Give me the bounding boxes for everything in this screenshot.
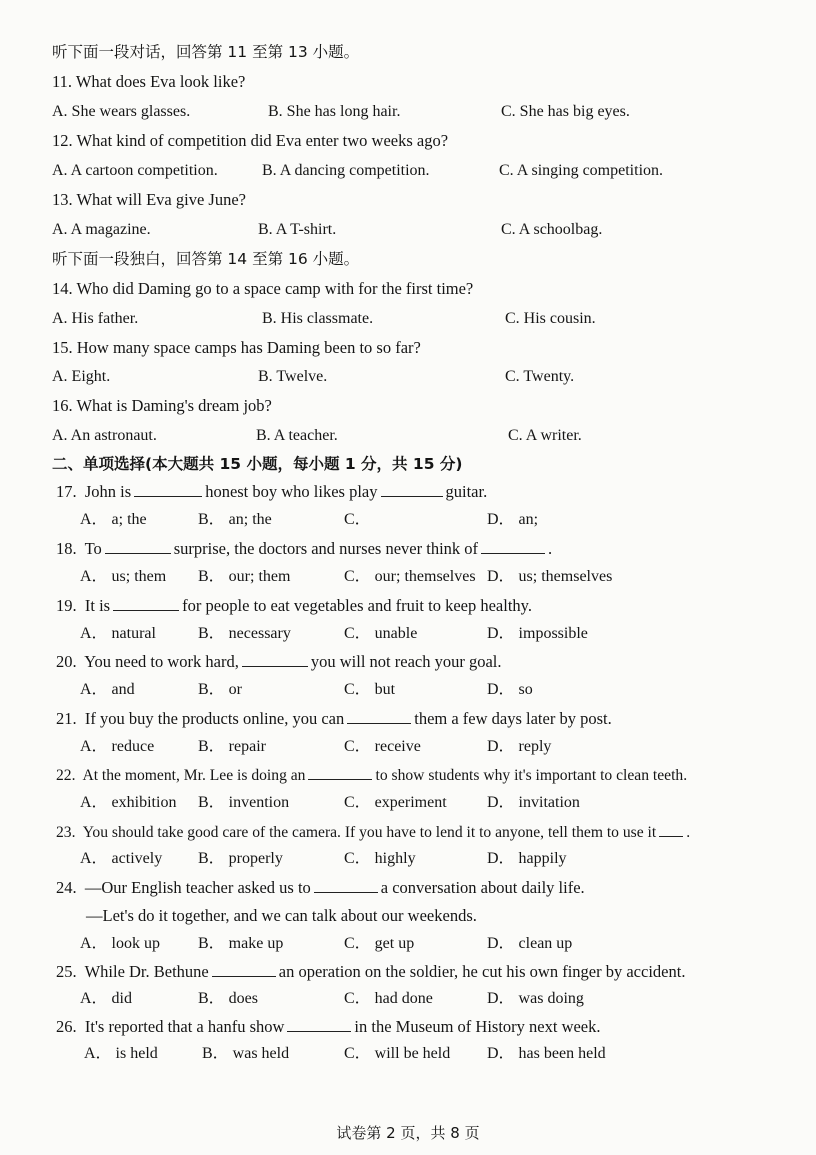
option-d: D． so <box>487 681 533 698</box>
question-text: a conversation about daily life. <box>380 878 585 897</box>
option-b: B． our; them <box>198 568 291 585</box>
question-number: 20. <box>56 652 77 671</box>
question-text: While Dr. Bethune <box>84 962 209 981</box>
question-11 <box>52 72 245 92</box>
page-footer: 试卷第 2 页，共 8 页 <box>336 1124 480 1142</box>
answer-blank <box>105 539 171 554</box>
option-a: A. A magazine. <box>52 221 151 238</box>
question-text: guitar. <box>445 482 488 501</box>
option-a: A. A cartoon competition. <box>52 162 218 179</box>
answer-blank <box>381 482 443 497</box>
question-text: What does Eva look like? <box>75 72 246 91</box>
question-19 <box>56 596 532 616</box>
option-a: A. She wears glasses. <box>52 103 191 120</box>
question-17 <box>56 482 487 502</box>
question-text: Who did Daming go to a space camp with for the first time? <box>76 279 474 298</box>
question-number: 17. <box>56 482 77 501</box>
option-c: C. A writer. <box>508 427 582 444</box>
option-d: D． invitation <box>487 794 580 811</box>
question-text: You should take good care of the camera. If you have to lend it to anyone, tell them to use it <box>82 824 657 841</box>
question-number: 13. <box>52 190 73 209</box>
option-c: C． had done <box>344 990 433 1007</box>
option-b: B. His classmate. <box>262 310 374 327</box>
question-text: You need to work hard, <box>84 652 239 671</box>
question-24 <box>56 878 585 898</box>
option-a: A． and <box>80 681 135 698</box>
question-text: . <box>686 824 691 841</box>
option-b: B. A T-shirt. <box>258 221 337 238</box>
option-c: C． highly <box>344 850 416 867</box>
option-a: A． did <box>80 990 133 1007</box>
answer-blank <box>481 539 545 554</box>
option-c: C. Twenty. <box>505 368 575 385</box>
question-text: honest boy who likes play <box>205 482 378 501</box>
option-a: A． us; them <box>80 568 167 585</box>
option-b: B． or <box>198 681 243 698</box>
question-15 <box>52 338 421 358</box>
option-c: C． <box>344 511 371 528</box>
option-d: D． was doing <box>487 990 584 1007</box>
question-text: To <box>84 539 102 558</box>
option-c: C． but <box>344 681 396 698</box>
question-text: an operation on the soldier, he cut his own finger by accident. <box>278 962 686 981</box>
question-number: 26. <box>56 1017 77 1036</box>
option-b: B. A teacher. <box>256 427 338 444</box>
answer-blank <box>242 652 308 667</box>
question-22 <box>56 765 687 786</box>
option-c: C． get up <box>344 935 415 952</box>
question-21 <box>56 709 612 729</box>
answer-blank <box>659 822 683 837</box>
option-a: A. His father. <box>52 310 139 327</box>
question-number: 19. <box>56 596 77 615</box>
option-b: B. She has long hair. <box>268 103 401 120</box>
section-heading-listening-2: 听下面一段独白，回答第 14 至第 16 小题。 <box>52 250 360 268</box>
question-text: surprise, the doctors and nurses never think of <box>173 539 479 558</box>
question-text: you will not reach your goal. <box>310 652 502 671</box>
option-a: A． actively <box>80 850 163 867</box>
option-b: B. Twelve. <box>258 368 328 385</box>
option-a: A. An astronaut. <box>52 427 157 444</box>
option-c: C. She has big eyes. <box>501 103 630 120</box>
question-number: 21. <box>56 709 77 728</box>
option-d: D． impossible <box>487 625 588 642</box>
option-b: B． repair <box>198 738 266 755</box>
question-13 <box>52 190 246 210</box>
answer-blank <box>314 878 378 893</box>
question-24-response: —Let's do it together, and we can talk about our weekends. <box>86 906 477 925</box>
question-number: 18. <box>56 539 77 558</box>
answer-blank <box>134 482 202 497</box>
option-b: B. A dancing competition. <box>262 162 430 179</box>
question-text: What is Daming's dream job? <box>76 396 272 415</box>
question-text: . <box>548 539 553 558</box>
option-c: C. A schoolbag. <box>501 221 603 238</box>
question-text: It's reported that a hanfu show <box>84 1017 285 1036</box>
question-text: for people to eat vegetables and fruit to keep healthy. <box>182 596 532 615</box>
question-14 <box>52 279 473 299</box>
option-b: B． properly <box>198 850 283 867</box>
option-a: A． exhibition <box>80 794 177 811</box>
option-c: C. His cousin. <box>505 310 596 327</box>
question-text: —Our English teacher asked us to <box>84 878 311 897</box>
question-number: 12. <box>52 131 73 150</box>
answer-blank <box>212 962 276 977</box>
question-text: in the Museum of History next week. <box>354 1017 601 1036</box>
option-c: C． our; themselves <box>344 568 476 585</box>
option-b: B． does <box>198 990 259 1007</box>
option-b: B． make up <box>198 935 284 952</box>
question-16 <box>52 396 272 416</box>
question-number: 16. <box>52 396 73 415</box>
option-a: A. Eight. <box>52 368 111 385</box>
option-d: D． an; <box>487 511 539 528</box>
question-12 <box>52 131 448 151</box>
option-b: B． necessary <box>198 625 291 642</box>
option-d: D． happily <box>487 850 567 867</box>
question-25 <box>56 962 685 982</box>
section-heading-listening-1: 听下面一段对话，回答第 11 至第 13 小题。 <box>52 43 360 61</box>
option-c: C． will be held <box>344 1045 451 1062</box>
question-23 <box>56 822 690 843</box>
option-b: B． was held <box>202 1045 290 1062</box>
option-b: B． invention <box>198 794 290 811</box>
answer-blank <box>308 765 372 780</box>
option-d: D． clean up <box>487 935 573 952</box>
option-d: D． us; themselves <box>487 568 613 585</box>
question-number: 14. <box>52 279 73 298</box>
question-number: 23. <box>56 824 76 841</box>
question-text: John is <box>84 482 132 501</box>
answer-blank <box>113 596 179 611</box>
question-text: them a few days later by post. <box>414 709 612 728</box>
answer-blank <box>287 1017 351 1032</box>
question-number: 15. <box>52 338 73 357</box>
answer-blank <box>347 709 411 724</box>
question-number: 25. <box>56 962 77 981</box>
question-text: How many space camps has Daming been to so far? <box>76 338 421 357</box>
option-a: A． a; the <box>80 511 147 528</box>
option-c: C． experiment <box>344 794 447 811</box>
option-c: C. A singing competition. <box>499 162 664 179</box>
question-26 <box>56 1017 601 1037</box>
option-a: A． look up <box>80 935 161 952</box>
question-number: 11. <box>52 72 73 91</box>
option-a: A． is held <box>84 1045 158 1062</box>
question-text: It is <box>84 596 111 615</box>
question-20 <box>56 652 502 672</box>
option-c: C． receive <box>344 738 421 755</box>
question-text: What kind of competition did Eva enter two weeks ago? <box>76 131 449 150</box>
question-number: 22. <box>56 767 76 784</box>
option-d: D． has been held <box>487 1045 606 1062</box>
option-d: D． reply <box>487 738 552 755</box>
question-text: to show students why it's important to clean teeth. <box>375 767 688 784</box>
option-c: C． unable <box>344 625 418 642</box>
section-heading-multiple-choice: 二、单项选择(本大题共 15 小题，每小题 1 分，共 15 分) <box>52 455 463 473</box>
option-a: A． natural <box>80 625 156 642</box>
question-18 <box>56 539 552 559</box>
question-text: What will Eva give June? <box>76 190 246 209</box>
question-number: 24. <box>56 878 77 897</box>
option-a: A． reduce <box>80 738 155 755</box>
question-text: At the moment, Mr. Lee is doing an <box>82 767 306 784</box>
question-text: If you buy the products online, you can <box>84 709 345 728</box>
option-b: B． an; the <box>198 511 272 528</box>
